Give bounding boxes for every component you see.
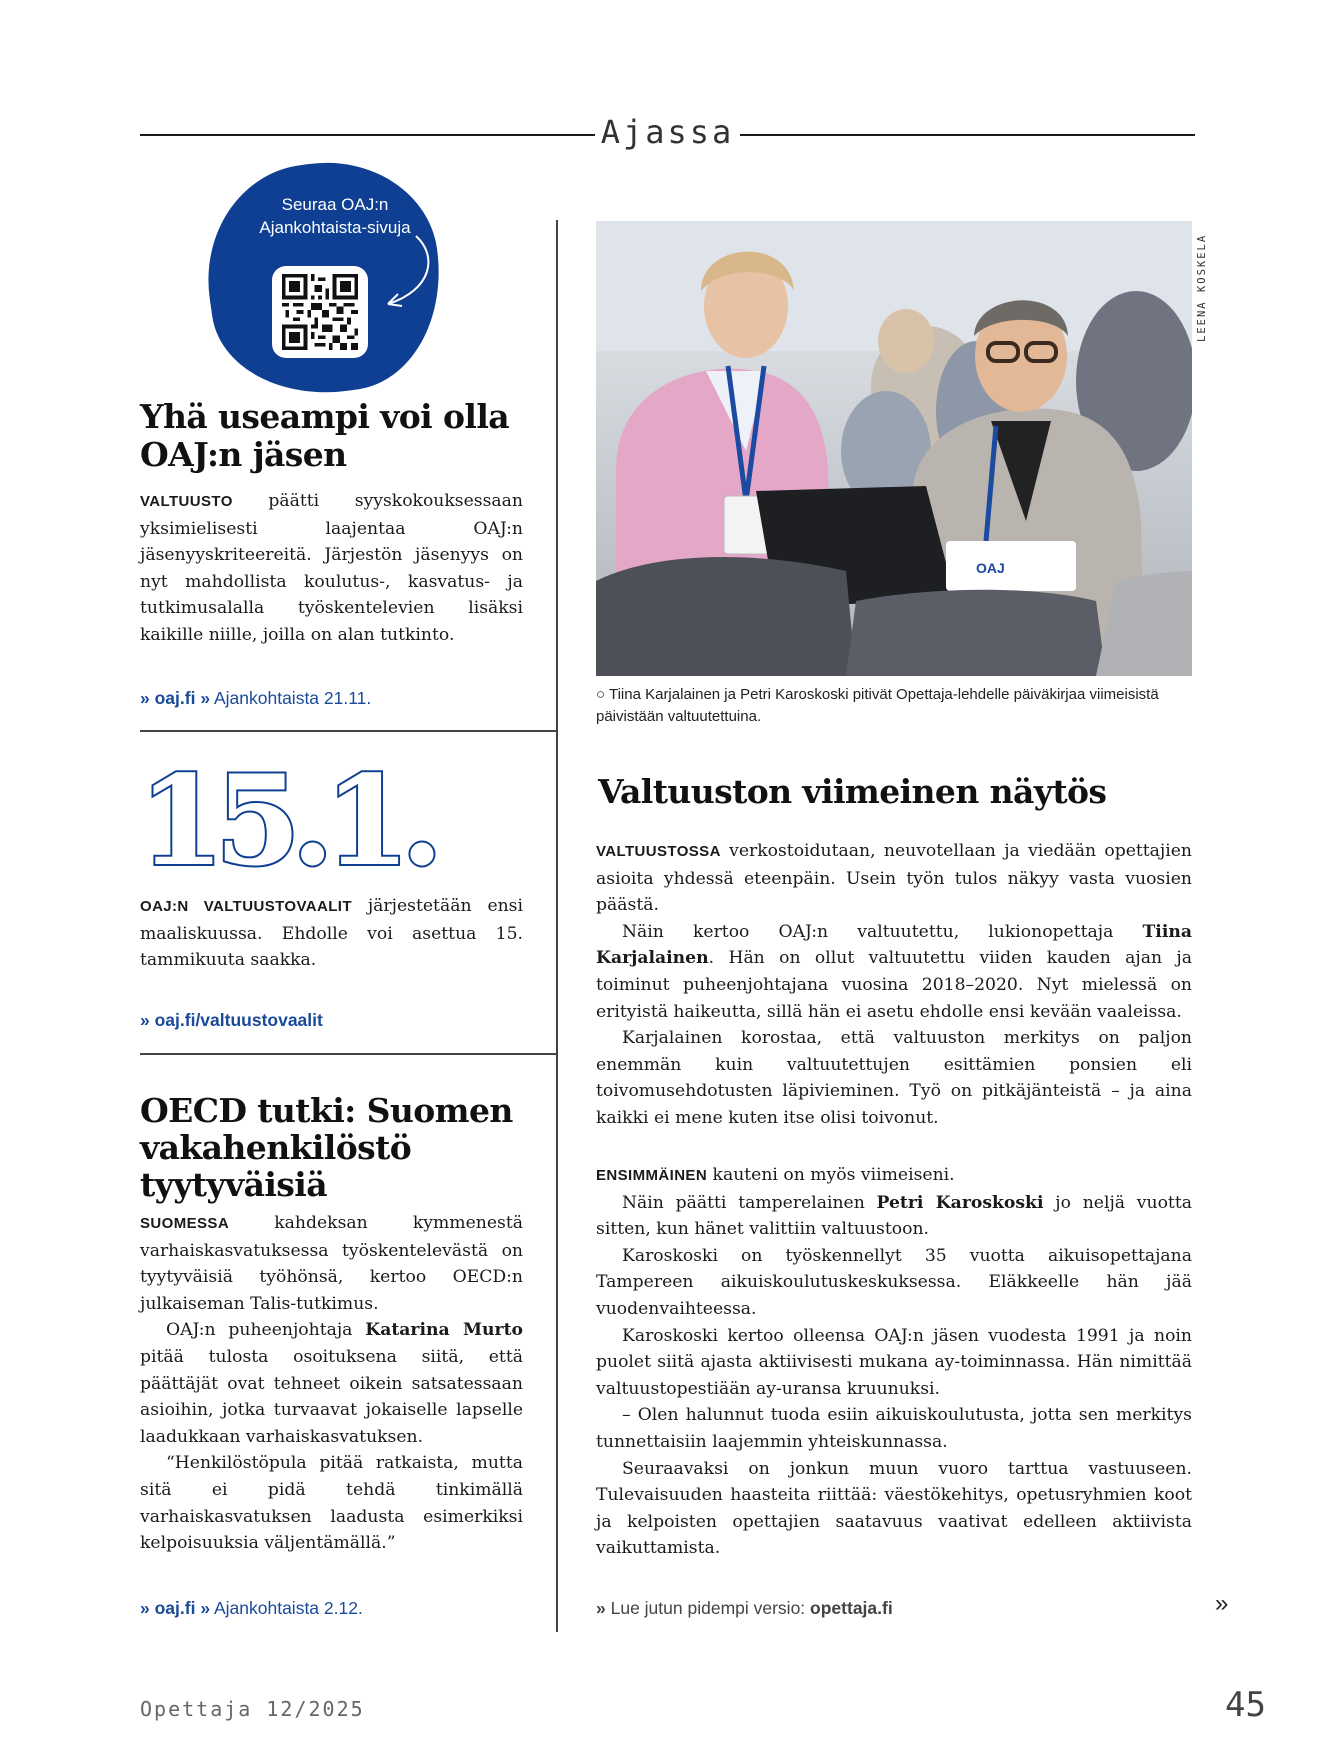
article3-lead2: ENSIMMÄINEN (596, 1167, 708, 1184)
article1-lead: VALTUUSTO (140, 493, 233, 510)
qr-promo-line2: Ajankohtaista-sivuja (259, 218, 411, 237)
article2-link[interactable] (140, 1598, 363, 1619)
article3-p2-before: Näin kertoo OAJ:n valtuutettu, lukionopettaja (622, 921, 1143, 942)
article-photo (596, 221, 1192, 676)
curved-arrow-icon (378, 232, 438, 312)
article3-body-part1 (596, 838, 1192, 1132)
article3-p5-after: jo neljä vuotta sitten, kun hänet valittiin valtuustoon. (596, 1192, 1192, 1240)
opettaja-link[interactable]: opettaja.fi (810, 1598, 893, 1618)
person-name: Tiina Karjalainen (596, 921, 1192, 969)
link-arrow-icon: » (596, 1598, 606, 1618)
next-page-arrow-icon[interactable]: » (1215, 1590, 1229, 1617)
article3-p9: Seuraavaksi on jonkun muun vuoro tarttua vastuuseen. Tulevaisuuden haasteita riittää: väestökehitys, opetusryhmien koot ja kelpoisten opettajien saatavuus vaativat edelleen aktiivista vaikuttamista. (596, 1458, 1192, 1559)
caption-bullet-icon: ○ (596, 686, 606, 703)
person-name: Katarina Murto (365, 1320, 523, 1341)
article3-lead1: VALTUUSTOSSA (596, 843, 721, 860)
person-name: Petri Karoskoski (876, 1192, 1044, 1213)
article3-p8: – Olen halunnut tuoda esiin aikuiskoulutusta, jotta sen merkitys tunnettaisiin laajemmin yhteiskunnassa. (596, 1405, 1192, 1452)
article3-link-text: Lue jutun pidempi versio: (610, 1598, 806, 1618)
article3-body-part2 (596, 1162, 1192, 1562)
header-rule-right (740, 134, 1195, 136)
publication-info: Opettaja 12/2025 (140, 1697, 365, 1721)
date-notice-link[interactable] (140, 1010, 323, 1031)
photo-illustration (596, 221, 1192, 676)
article2-p2-after: pitää tulosta osoituksena siitä, että päättäjät ovat tehneet oikein satsatessaan asioihin, jotka turvaavat jokaiselle lapselle laadukkaan varhaiskasvatuksen. (140, 1346, 523, 1447)
qr-code[interactable] (272, 266, 368, 358)
article2-lead: SUOMESSA (140, 1215, 230, 1232)
article3-p6: Karoskoski on työskennellyt 35 vuotta aikuisopettajana Tampereen aikuiskoulutuskeskuksessa. Eläkkeelle hän jää vuodenvaihteessa. (596, 1245, 1192, 1319)
link-arrow-icon: » (140, 1010, 150, 1030)
valtuustovaalit-link[interactable]: oaj.fi/valtuustovaalit (154, 1010, 323, 1030)
header-rule-left (140, 134, 595, 136)
date-notice-text: järjestetään ensi maaliskuussa. Ehdolle voi asettua 15. tammikuuta saakka. (140, 896, 523, 971)
article2-link-main[interactable]: oaj.fi (154, 1598, 196, 1618)
article3-p3: Karjalainen korostaa, että valtuuston merkitys on paljon enemmän kuin valtuutettujen esittämien ponsien eli toivomusehdotusten läpivieminen. Työ on pitkäjänteistä – ja aina kaikki ei mene kuten itse olisi toivonut. (596, 1028, 1192, 1128)
section-header (140, 110, 1195, 160)
section-title: Ajassa (600, 113, 735, 151)
article3-p4: kauteni on myös viimeiseni. (707, 1165, 955, 1185)
article1-headline: Yhä useampi voi olla OAJ:n jäsen (140, 397, 510, 474)
article3-p5-before: Näin päätti tamperelainen (622, 1192, 877, 1213)
article3-link[interactable] (596, 1598, 893, 1619)
article1-link-main[interactable]: oaj.fi (154, 688, 196, 708)
qr-code-icon (282, 274, 358, 350)
article1-link[interactable] (140, 688, 371, 709)
date-notice-lead: OAJ:N VALTUUSTOVAALIT (140, 898, 352, 915)
page-number: 45 (1225, 1685, 1266, 1725)
link-arrow-icon: » (200, 1598, 211, 1618)
article2-quote: “Henkilöstöpula pitää ratkaista, mutta sitä ei pidä tehdä tinkimällä varhaiskasvatuksen laadusta esimerkiksi kelpoisuuksia väljentämällä.” (140, 1453, 523, 1554)
link-arrow-icon: » (140, 1598, 150, 1618)
article2-link-sub[interactable]: Ajankohtaista 2.12. (213, 1598, 363, 1618)
section-divider-2 (140, 1053, 556, 1055)
badge-text: OAJ (976, 560, 1005, 576)
link-arrow-icon: » (140, 688, 150, 708)
article3-p2-after: . Hän on ollut valtuutettu viiden kauden ajan ja toiminut puheenjohtajana vuosina 2018–2020. Nyt mielessä on erityistä haikeutta, sillä hän ei asetu ehdolle ensi kevään vaaleissa. (596, 948, 1192, 1022)
article2-headline: OECD tutki: Suomen vakahenkilöstö tyytyväisiä (140, 1091, 513, 1204)
caption-text: Tiina Karjalainen ja Petri Karoskoski pitivät Opettaja-lehdelle päiväkirjaa viimeisistä päivistään valtuutettuina. (596, 686, 1159, 725)
photo-caption (596, 684, 1196, 728)
article1-text: päätti syyskokouksessaan yksimielisesti laajentaa OAJ:n jäsenyyskriteereitä. Järjestön jäsenyys on nyt mahdollista koulutus-, kasvatus- ja tutkimusalalla työskentelevien lisäksi kaikille niille, joilla on alan tutkinto. (140, 491, 523, 645)
big-date-graphic (136, 748, 436, 883)
article2-body (140, 1210, 523, 1557)
date-notice-body (140, 893, 523, 974)
article3-p1: verkostoidutaan, neuvotellaan ja viedään opettajien asioita yhdessä eteenpäin. Usein työn tulos näkyy vasta vuosien päästä. (596, 841, 1192, 916)
article3-p7: Karoskoski kertoo olleensa OAJ:n jäsen vuodesta 1991 ja noin puolet siitä ajasta aktiivisesti mukana ay-toiminnassa. Hän nimittää valtuustopestiään ay-uransa kruunuksi. (596, 1325, 1192, 1399)
article1-link-sub[interactable]: Ajankohtaista 21.11. (213, 688, 372, 708)
article1-body (140, 488, 523, 649)
photo-credit: LEENA KOSKELA (1196, 233, 1208, 342)
article2-p1: kahdeksan kymmenestä varhaiskasvatuksessa työskentelevästä on tyytyväisiä työhönsä, kertoo OECD:n julkaiseman Talis-tutkimus. (140, 1213, 523, 1314)
link-arrow-icon: » (200, 688, 211, 708)
article2-p2-before: OAJ:n puheenjohtaja (166, 1320, 366, 1341)
section-divider-1 (140, 730, 556, 732)
qr-promo-line1: Seuraa OAJ:n (281, 195, 389, 214)
big-date: 15.1. (138, 749, 434, 883)
article3-headline: Valtuuston viimeinen näytös (598, 772, 1107, 811)
